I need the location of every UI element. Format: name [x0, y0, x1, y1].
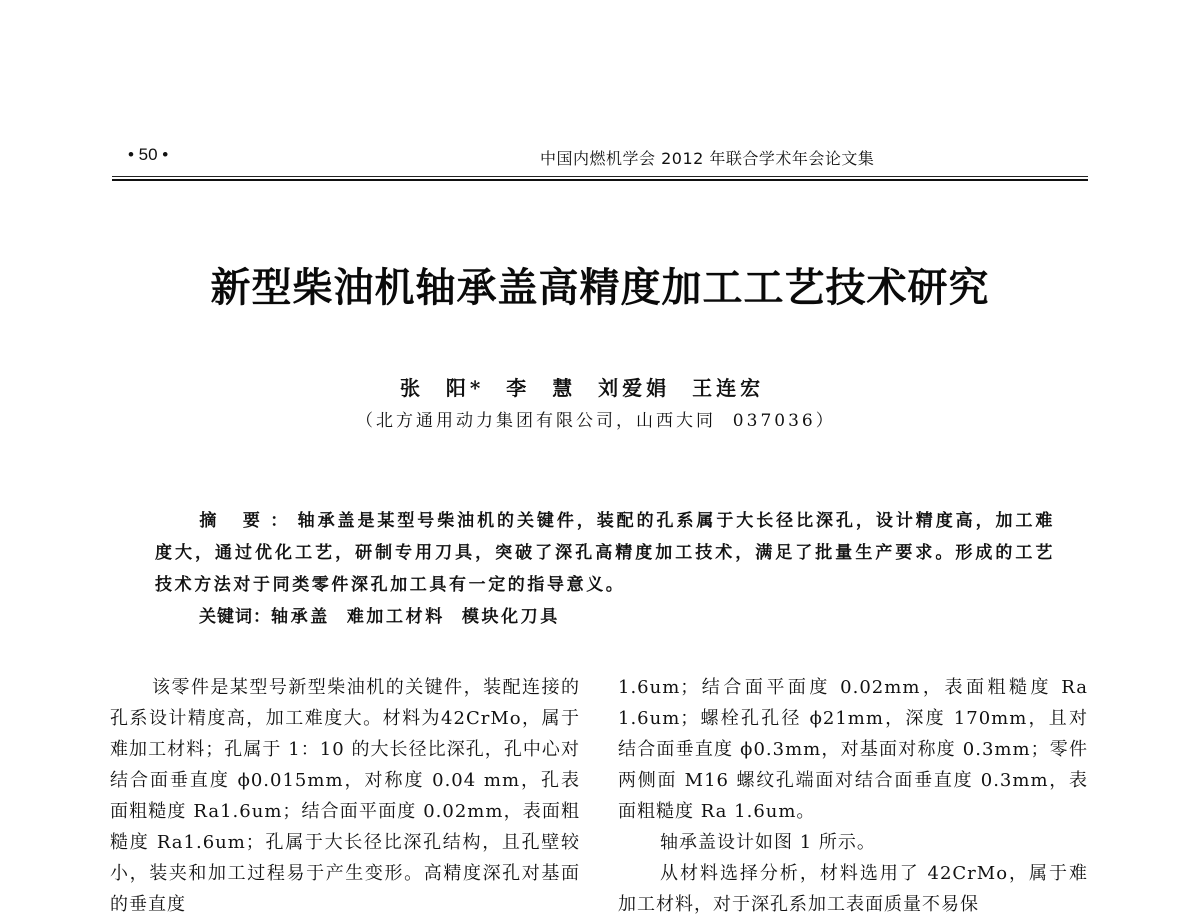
- author-list: 张 阳* 李 慧 刘爱娟 王连宏: [400, 376, 765, 400]
- header-rule-bold: [112, 179, 1088, 181]
- paper-title: 新型柴油机轴承盖高精度加工工艺技术研究: [210, 265, 990, 311]
- running-header: [120, 145, 1086, 171]
- body-paragraph: 1.6um；结合面平面度 0.02mm，表面粗糙度 Ra 1.6um；螺栓孔孔径 ϕ21mm，深度 170mm，且对结合面垂直度 ϕ0.3mm，对基面对称度 0.3mm；零件两侧面 M16 螺纹孔端面对结合面垂直度 0.3mm，表面粗糙度 Ra 1.6um。: [618, 677, 1088, 822]
- keywords-text: 轴承盖 难加工材料 模块化刀具: [271, 607, 560, 627]
- body-paragraph: 从材料选择分析，材料选用了 42CrMo，属于难加工材料，对于深孔系加工表面质量不易保: [618, 863, 1088, 915]
- abstract-label: 摘 要：: [199, 511, 298, 531]
- body-column-left: [110, 672, 580, 920]
- body-column-right: [618, 672, 1088, 920]
- page-number: • 50 •: [128, 145, 169, 164]
- keywords: [199, 602, 899, 627]
- header-rule: [112, 176, 1088, 177]
- journal-title: 中国内燃机学会 2012 年联合学术年会论文集: [540, 149, 875, 168]
- body-paragraph: 轴承盖设计如图 1 所示。: [660, 832, 876, 853]
- body-paragraph: 该零件是某型号新型柴油机的关键件，装配连接的孔系设计精度高，加工难度大。材料为42CrMo，属于难加工材料；孔属于 1：10 的大长径比深孔，孔中心对结合面垂直度 ϕ0.015mm，对称度 0.04 mm，孔表面粗糙度 Ra1.6um；结合面平面度 0.02mm，表面粗糙度 Ra1.6um；孔属于大长径比深孔结构，且孔壁较小，装夹和加工过程易于产生变形。高精度深孔对基面的垂直度: [110, 677, 580, 915]
- abstract: [155, 505, 1055, 601]
- keywords-label: 关键词：: [199, 607, 271, 627]
- affiliation: （北方通用动力集团有限公司，山西大同 037036）: [356, 411, 836, 431]
- abstract-text: 轴承盖是某型号柴油机的关键件，装配的孔系属于大长径比深孔，设计精度高，加工难度大，通过优化工艺，研制专用刀具，突破了深孔高精度加工技术，满足了批量生产要求。形成的工艺技术方法对于同类零件深孔加工具有一定的指导意义。: [155, 511, 1055, 595]
